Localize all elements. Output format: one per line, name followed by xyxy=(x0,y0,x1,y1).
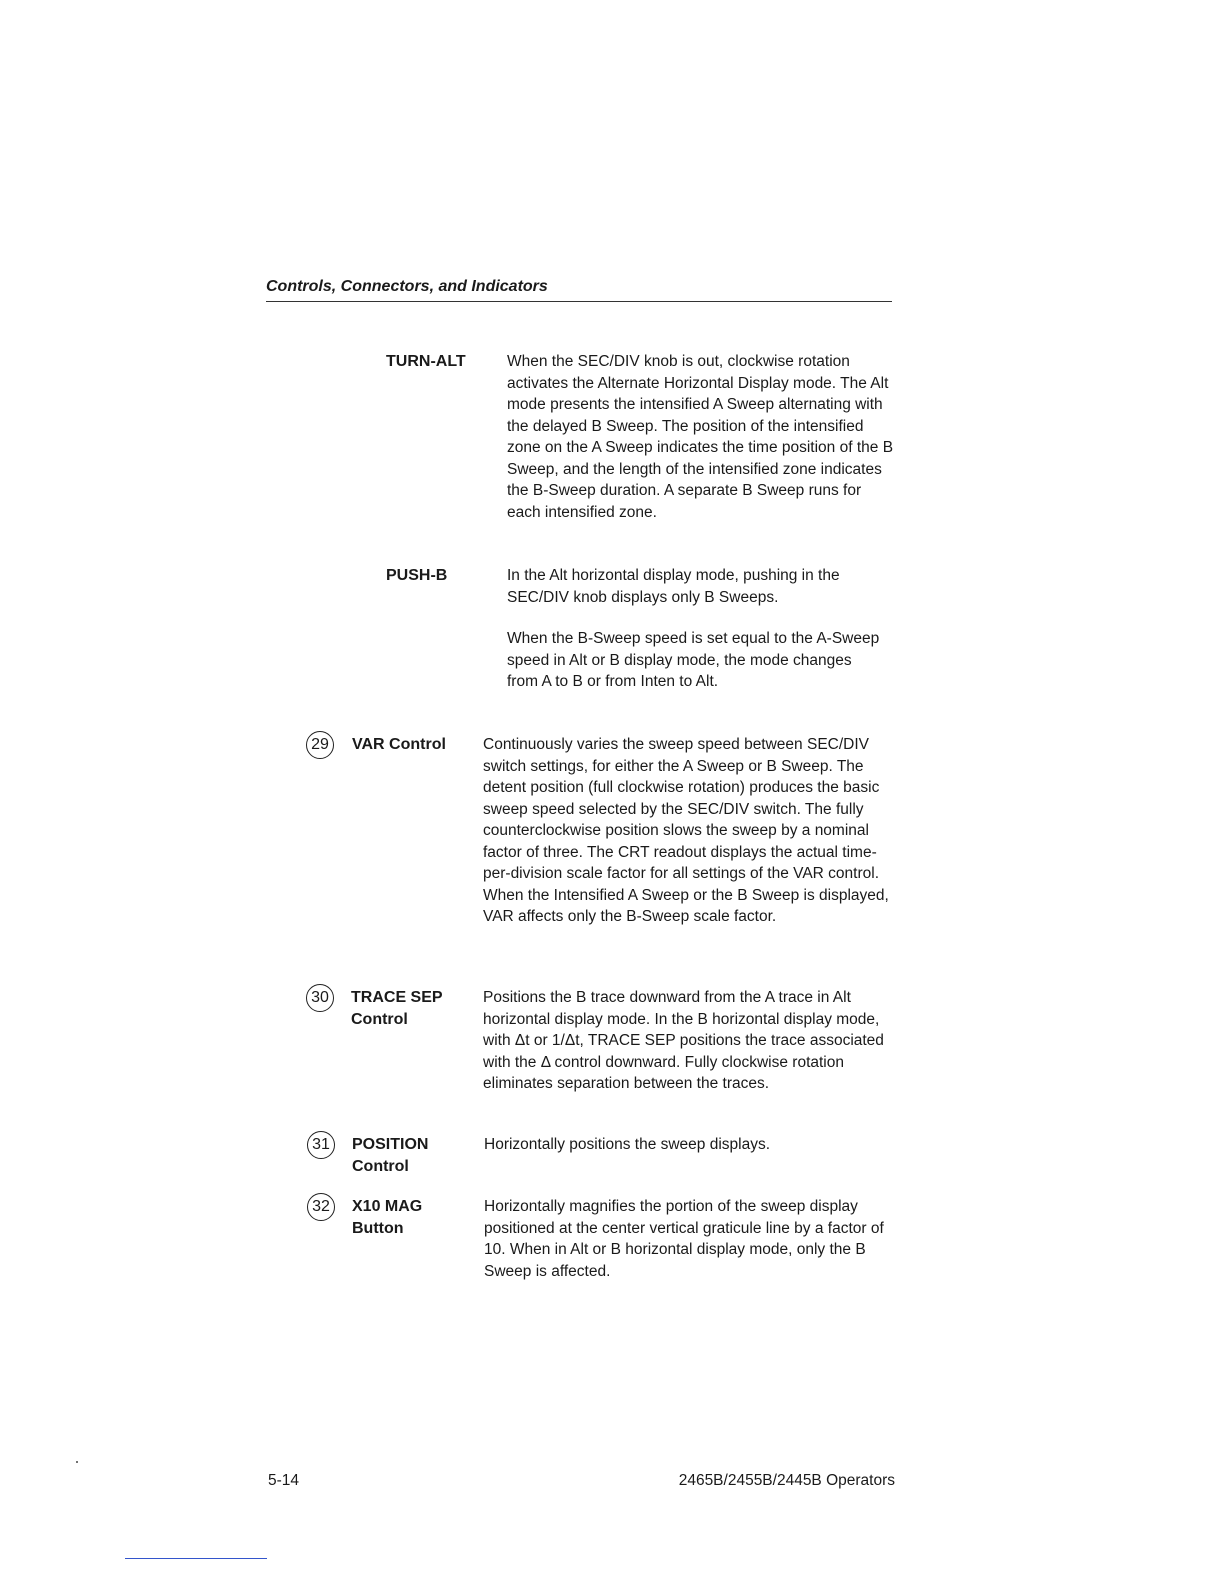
term-position-control: POSITION Control xyxy=(352,1136,429,1175)
desc-turn-alt: When the SEC/DIV knob is out, clockwise rotation activates the Alternate Horizontal Display mode. The Alt mode presents the intensified A Sweep alternating with the delayed B Sweep. The position of the intensified zone on the A Sweep indicates the time position of the B Sweep, and the length of the intensified zone indicates the B-Sweep duration. A separate B Sweep runs for each intensified zone. xyxy=(507,353,894,521)
section-header: Controls, Connectors, and Indicators xyxy=(266,278,548,295)
scan-edge-line xyxy=(125,1558,267,1559)
page-number: 5-14 xyxy=(268,1472,300,1489)
desc-position-control: Horizontally positions the sweep displays. xyxy=(484,1136,771,1153)
desc-push-b-2: When the B-Sweep speed is set equal to the A-Sweep speed in Alt or B display mode, the mode changes from A to B or from Inten to Alt. xyxy=(507,630,880,690)
header-rule xyxy=(266,301,892,302)
term-push-b: PUSH-B xyxy=(386,567,448,584)
desc-x10-mag-button: Horizontally magnifies the portion of the sweep display positioned at the center vertical graticule line by a factor of 10. When in Alt or B horizontal display mode, only the B Sweep is affected. xyxy=(484,1198,884,1280)
callout-number-30: 30 xyxy=(306,984,334,1012)
callout-number-31: 31 xyxy=(307,1131,335,1159)
desc-push-b-1: In the Alt horizontal display mode, pushing in the SEC/DIV knob displays only B Sweeps. xyxy=(507,567,840,606)
term-trace-sep-control: TRACE SEP Control xyxy=(351,989,443,1028)
callout-number-29: 29 xyxy=(306,731,334,759)
term-var-control: VAR Control xyxy=(352,736,446,753)
manual-title: 2465B/2455B/2445B Operators xyxy=(678,1472,895,1489)
callout-number-32: 32 xyxy=(307,1193,335,1221)
term-turn-alt: TURN-ALT xyxy=(386,353,466,370)
desc-trace-sep-control: Positions the B trace downward from the A trace in Alt horizontal display mode. In the B horizontal display mode, with Δt or 1/Δt, TRACE SEP positions the trace associated with the Δ control downward. Fully clockwise rotation eliminates separation between the traces. xyxy=(483,989,884,1092)
term-x10-mag-button: X10 MAG Button xyxy=(352,1198,423,1237)
desc-var-control: Continuously varies the sweep speed between SEC/DIV switch settings, for either the A Sweep or B Sweep. The detent position (full clockwise rotation) produces the basic sweep speed selected by the SEC/DIV switch. The fully counterclockwise position slows the sweep by a nominal factor of three. The CRT readout displays the actual time-per-division scale factor for all settings of the VAR control. When the Intensified A Sweep or the B Sweep is displayed, VAR affects only the B-Sweep scale factor. xyxy=(483,736,889,925)
scan-speck xyxy=(76,1461,78,1463)
